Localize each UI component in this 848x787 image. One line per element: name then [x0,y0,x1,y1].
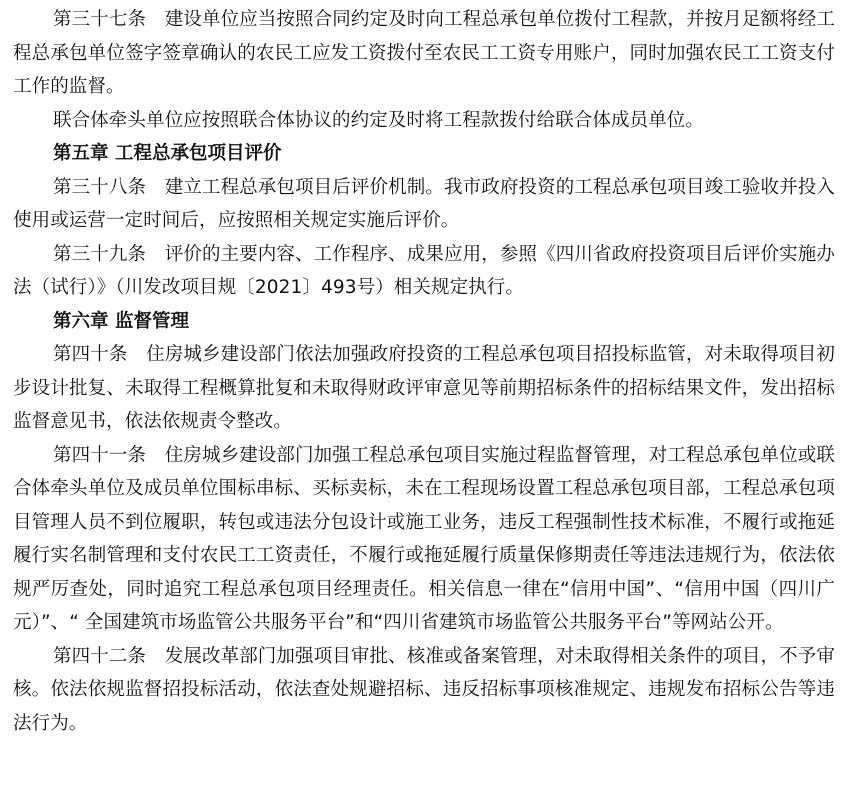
document-body [13,3,835,740]
chapter-6-heading: 第六章 监督管理 [53,310,189,332]
article-37-paragraph-2: 联合体牵头单位应按照联合体协议的约定及时将工程款拨付给联合体成员单位。 [53,109,705,131]
article-39: 第三十九条 评价的主要内容、工作程序、成果应用，参照《四川省政府投资项目后评价实施办法（试行）》（川发改项目规〔2021〕493号）相关规定执行。 [13,243,835,298]
article-37: 第三十七条 建设单位应当按照合同约定及时向工程总承包单位拨付工程款，并按月足额将经工程总承包单位签字签章确认的农民工应发工资拨付至农民工工资专用账户，同时加强农民工工资支付工作的监督。 [13,9,835,97]
chapter-5-heading: 第五章 工程总承包项目评价 [53,143,282,164]
article-40: 第四十条 住房城乡建设部门依法加强政府投资的工程总承包项目招投标监管，对未取得项目初步设计批复、未取得工程概算批复和未取得财政评审意见等前期招标条件的招标结果文件，发出招标监督意见书，依法依规责令整改。 [13,344,835,432]
article-38: 第三十八条 建立工程总承包项目后评价机制。我市政府投资的工程总承包项目竣工验收并投入使用或运营一定时间后，应按照相关规定实施后评价。 [13,176,835,231]
article-42: 第四十二条 发展改革部门加强项目审批、核准或备案管理，对未取得相关条件的项目，不予审核。依法依规监督招投标活动，依法查处规避招标、违反招标事项核准规定、违规发布招标公告等违法行为。 [13,645,835,734]
article-41: 第四十一条 住房城乡建设部门加强工程总承包项目实施过程监督管理，对工程总承包单位或联合体牵头单位及成员单位围标串标、买标卖标，未在工程现场设置工程总承包项目部，工程总承包项目管理人员不到位履职，转包或违法分包设计或施工业务，违反工程强制性技术标准，不履行或拖延履行实名制管理和支付农民工工资责任，不履行或拖延履行质量保修期责任等违法违规行为，依法依规严厉查处，同时追究工程总承包项目经理责任。相关信息一律在“信用中国”、“信用中国（四川广元）”、“ 全国建筑市场监管公共服务平台”和“四川省建筑市场监管公共服务平台”等网站公开。 [13,444,835,633]
